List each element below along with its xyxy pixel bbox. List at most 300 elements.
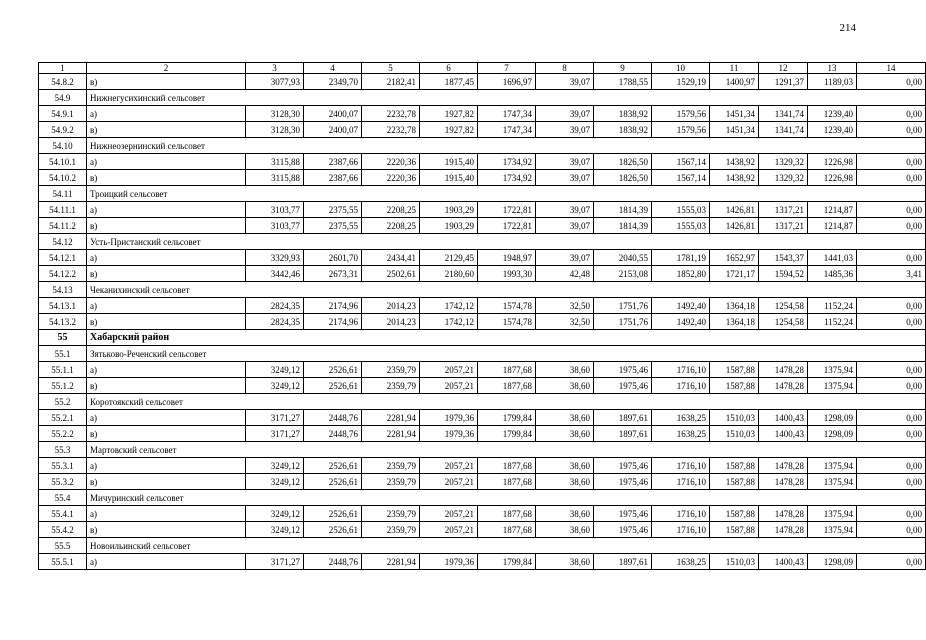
value-cell: 2040,55 <box>594 250 652 266</box>
column-number: 10 <box>652 63 710 74</box>
value-cell: 1814,39 <box>594 218 652 234</box>
value-cell: 2014,23 <box>362 298 420 314</box>
value-cell: 1721,17 <box>710 266 759 282</box>
value-cell: 1492,40 <box>652 298 710 314</box>
value-cell: 2526,61 <box>304 378 362 394</box>
value-cell: 2526,61 <box>304 458 362 474</box>
row-code: 54.10.2 <box>39 170 87 186</box>
value-cell: 1375,94 <box>808 362 857 378</box>
value-cell: 2359,79 <box>362 378 420 394</box>
value-cell: 1438,92 <box>710 170 759 186</box>
value-cell: 1838,92 <box>594 122 652 138</box>
value-cell: 1734,92 <box>478 154 536 170</box>
value-cell: 1652,97 <box>710 250 759 266</box>
value-cell: 3171,27 <box>246 554 304 570</box>
value-cell: 1375,94 <box>808 522 857 538</box>
value-cell: 2526,61 <box>304 362 362 378</box>
value-cell: 38,60 <box>536 410 594 426</box>
value-cell: 1587,88 <box>710 506 759 522</box>
table-row <box>39 458 926 474</box>
value-cell: 1927,82 <box>420 122 478 138</box>
value-cell: 1696,97 <box>478 74 536 90</box>
value-cell: 1510,03 <box>710 554 759 570</box>
value-cell: 38,60 <box>536 426 594 442</box>
value-cell: 2448,76 <box>304 554 362 570</box>
value-cell: 1722,81 <box>478 202 536 218</box>
value-cell: 1587,88 <box>710 378 759 394</box>
value-cell: 1877,68 <box>478 474 536 490</box>
value-cell: 1298,09 <box>808 554 857 570</box>
section-filler <box>246 538 926 554</box>
table-row <box>39 522 926 538</box>
value-cell: 1189,03 <box>808 74 857 90</box>
value-cell: 1587,88 <box>710 522 759 538</box>
value-cell: 1975,46 <box>594 522 652 538</box>
value-cell: 1897,61 <box>594 554 652 570</box>
row-code: 54.13.1 <box>39 298 87 314</box>
value-cell: 39,07 <box>536 170 594 186</box>
value-cell: 1510,03 <box>710 426 759 442</box>
value-cell: 1948,97 <box>478 250 536 266</box>
row-code: 54.12 <box>39 234 87 250</box>
value-cell: 1341,74 <box>759 106 808 122</box>
value-cell: 39,07 <box>536 106 594 122</box>
table-row <box>39 266 926 282</box>
section-title: Новоильинский сельсовет <box>87 538 246 554</box>
row-code: 54.9.1 <box>39 106 87 122</box>
value-cell: 3128,30 <box>246 122 304 138</box>
value-cell: 38,60 <box>536 522 594 538</box>
value-cell: 1747,34 <box>478 106 536 122</box>
value-cell: 0,00 <box>857 474 926 490</box>
section-title: Коротоякский сельсовет <box>87 394 246 410</box>
value-cell: 2434,41 <box>362 250 420 266</box>
section-filler <box>246 346 926 362</box>
section-title: Нижнеозернинский сельсовет <box>87 138 246 154</box>
value-cell: 3115,88 <box>246 154 304 170</box>
value-cell: 0,00 <box>857 218 926 234</box>
value-cell: 1716,10 <box>652 474 710 490</box>
page-number: 214 <box>839 22 856 34</box>
row-label: а) <box>87 410 246 426</box>
value-cell: 2129,45 <box>420 250 478 266</box>
value-cell: 0,00 <box>857 314 926 330</box>
value-cell: 0,00 <box>857 362 926 378</box>
value-cell: 1716,10 <box>652 506 710 522</box>
value-cell: 1638,25 <box>652 554 710 570</box>
value-cell: 1915,40 <box>420 154 478 170</box>
value-cell: 1722,81 <box>478 218 536 234</box>
section-filler <box>246 330 926 346</box>
section-filler <box>246 282 926 298</box>
section-row <box>39 90 926 106</box>
value-cell: 1826,50 <box>594 154 652 170</box>
table-row <box>39 554 926 570</box>
value-cell: 1298,09 <box>808 426 857 442</box>
value-cell: 3103,77 <box>246 218 304 234</box>
value-cell: 2057,21 <box>420 378 478 394</box>
value-cell: 2359,79 <box>362 474 420 490</box>
value-cell: 2174,96 <box>304 298 362 314</box>
table-row <box>39 298 926 314</box>
value-cell: 1426,81 <box>710 202 759 218</box>
column-number: 9 <box>594 63 652 74</box>
column-number: 2 <box>87 63 246 74</box>
value-cell: 3128,30 <box>246 106 304 122</box>
value-cell: 1979,36 <box>420 426 478 442</box>
value-cell: 1915,40 <box>420 170 478 186</box>
value-cell: 1742,12 <box>420 298 478 314</box>
value-cell: 1400,97 <box>710 74 759 90</box>
row-code: 55.3 <box>39 442 87 458</box>
value-cell: 39,07 <box>536 250 594 266</box>
value-cell: 1716,10 <box>652 362 710 378</box>
row-code: 55.2 <box>39 394 87 410</box>
value-cell: 3249,12 <box>246 378 304 394</box>
value-cell: 3,41 <box>857 266 926 282</box>
value-cell: 1877,68 <box>478 378 536 394</box>
value-cell: 2153,08 <box>594 266 652 282</box>
value-cell: 1852,80 <box>652 266 710 282</box>
section-filler <box>246 442 926 458</box>
value-cell: 1478,28 <box>759 474 808 490</box>
value-cell: 3103,77 <box>246 202 304 218</box>
value-cell: 1375,94 <box>808 378 857 394</box>
value-cell: 1214,87 <box>808 202 857 218</box>
column-number: 11 <box>710 63 759 74</box>
value-cell: 2824,35 <box>246 314 304 330</box>
table-row <box>39 122 926 138</box>
value-cell: 1979,36 <box>420 554 478 570</box>
section-row <box>39 538 926 554</box>
row-code: 54.11 <box>39 186 87 202</box>
value-cell: 2387,66 <box>304 170 362 186</box>
value-cell: 1579,56 <box>652 122 710 138</box>
row-code: 54.10.1 <box>39 154 87 170</box>
value-cell: 2281,94 <box>362 410 420 426</box>
row-code: 55.2.2 <box>39 426 87 442</box>
table-row <box>39 506 926 522</box>
table-row <box>39 250 926 266</box>
row-label: а) <box>87 298 246 314</box>
value-cell: 1441,03 <box>808 250 857 266</box>
value-cell: 1329,32 <box>759 170 808 186</box>
value-cell: 1747,34 <box>478 122 536 138</box>
value-cell: 1716,10 <box>652 522 710 538</box>
section-title: Зятьково-Реченский сельсовет <box>87 346 246 362</box>
column-number: 14 <box>857 63 926 74</box>
column-number: 1 <box>39 63 87 74</box>
value-cell: 1574,78 <box>478 314 536 330</box>
value-cell: 1814,39 <box>594 202 652 218</box>
value-cell: 2208,25 <box>362 202 420 218</box>
value-cell: 1152,24 <box>808 298 857 314</box>
row-label: в) <box>87 426 246 442</box>
value-cell: 3171,27 <box>246 410 304 426</box>
row-code: 54.11.2 <box>39 218 87 234</box>
value-cell: 1587,88 <box>710 362 759 378</box>
value-cell: 1877,68 <box>478 522 536 538</box>
row-label: в) <box>87 122 246 138</box>
table-row <box>39 362 926 378</box>
table-row <box>39 218 926 234</box>
value-cell: 1317,21 <box>759 202 808 218</box>
value-cell: 1594,52 <box>759 266 808 282</box>
value-cell: 1579,56 <box>652 106 710 122</box>
column-number: 12 <box>759 63 808 74</box>
value-cell: 1364,18 <box>710 298 759 314</box>
section-row <box>39 346 926 362</box>
table-row <box>39 426 926 442</box>
value-cell: 1478,28 <box>759 378 808 394</box>
value-cell: 3249,12 <box>246 506 304 522</box>
value-cell: 1751,76 <box>594 314 652 330</box>
value-cell: 1781,19 <box>652 250 710 266</box>
value-cell: 0,00 <box>857 378 926 394</box>
value-cell: 38,60 <box>536 474 594 490</box>
column-number-header <box>39 63 926 74</box>
column-number: 8 <box>536 63 594 74</box>
row-label: в) <box>87 266 246 282</box>
row-code: 54.8.2 <box>39 74 87 90</box>
row-code: 54.13 <box>39 282 87 298</box>
tariff-table <box>38 62 926 570</box>
value-cell: 2359,79 <box>362 458 420 474</box>
value-cell: 0,00 <box>857 506 926 522</box>
value-cell: 1478,28 <box>759 522 808 538</box>
table-row <box>39 202 926 218</box>
value-cell: 1838,92 <box>594 106 652 122</box>
value-cell: 1375,94 <box>808 474 857 490</box>
value-cell: 1799,84 <box>478 426 536 442</box>
value-cell: 0,00 <box>857 458 926 474</box>
row-label: в) <box>87 474 246 490</box>
value-cell: 1529,19 <box>652 74 710 90</box>
value-cell: 1903,29 <box>420 202 478 218</box>
value-cell: 1975,46 <box>594 506 652 522</box>
value-cell: 2526,61 <box>304 522 362 538</box>
value-cell: 2220,36 <box>362 170 420 186</box>
value-cell: 39,07 <box>536 202 594 218</box>
column-number: 4 <box>304 63 362 74</box>
row-code: 54.12.1 <box>39 250 87 266</box>
section-filler <box>246 186 926 202</box>
value-cell: 38,60 <box>536 458 594 474</box>
row-label: а) <box>87 506 246 522</box>
section-filler <box>246 490 926 506</box>
value-cell: 2182,41 <box>362 74 420 90</box>
value-cell: 2400,07 <box>304 106 362 122</box>
section-title: Мичуринский сельсовет <box>87 490 246 506</box>
value-cell: 38,60 <box>536 378 594 394</box>
value-cell: 1567,14 <box>652 154 710 170</box>
value-cell: 1555,03 <box>652 218 710 234</box>
value-cell: 2673,31 <box>304 266 362 282</box>
value-cell: 1451,34 <box>710 122 759 138</box>
value-cell: 1877,68 <box>478 458 536 474</box>
value-cell: 1152,24 <box>808 314 857 330</box>
value-cell: 39,07 <box>536 154 594 170</box>
value-cell: 32,50 <box>536 314 594 330</box>
value-cell: 1451,34 <box>710 106 759 122</box>
value-cell: 0,00 <box>857 202 926 218</box>
value-cell: 2057,21 <box>420 522 478 538</box>
value-cell: 1400,43 <box>759 410 808 426</box>
value-cell: 2208,25 <box>362 218 420 234</box>
section-title: Хабарский район <box>87 330 246 346</box>
section-row <box>39 282 926 298</box>
section-row <box>39 138 926 154</box>
row-code: 54.9.2 <box>39 122 87 138</box>
value-cell: 38,60 <box>536 506 594 522</box>
value-cell: 1438,92 <box>710 154 759 170</box>
value-cell: 2601,70 <box>304 250 362 266</box>
value-cell: 2375,55 <box>304 202 362 218</box>
value-cell: 1375,94 <box>808 506 857 522</box>
row-code: 55.1 <box>39 346 87 362</box>
value-cell: 1975,46 <box>594 378 652 394</box>
value-cell: 1485,36 <box>808 266 857 282</box>
value-cell: 2232,78 <box>362 106 420 122</box>
row-code: 54.12.2 <box>39 266 87 282</box>
row-label: в) <box>87 218 246 234</box>
value-cell: 3249,12 <box>246 362 304 378</box>
value-cell: 2448,76 <box>304 410 362 426</box>
table-row <box>39 378 926 394</box>
value-cell: 1903,29 <box>420 218 478 234</box>
section-filler <box>246 394 926 410</box>
column-number: 3 <box>246 63 304 74</box>
row-label: в) <box>87 522 246 538</box>
value-cell: 2057,21 <box>420 474 478 490</box>
row-code: 55.5.1 <box>39 554 87 570</box>
section-filler <box>246 234 926 250</box>
value-cell: 1975,46 <box>594 362 652 378</box>
value-cell: 1751,76 <box>594 298 652 314</box>
section-filler <box>246 138 926 154</box>
row-label: в) <box>87 74 246 90</box>
value-cell: 2526,61 <box>304 474 362 490</box>
row-label: а) <box>87 250 246 266</box>
value-cell: 0,00 <box>857 298 926 314</box>
row-label: а) <box>87 458 246 474</box>
value-cell: 1214,87 <box>808 218 857 234</box>
row-label: в) <box>87 378 246 394</box>
value-cell: 1897,61 <box>594 426 652 442</box>
value-cell: 1734,92 <box>478 170 536 186</box>
value-cell: 39,07 <box>536 218 594 234</box>
value-cell: 3077,93 <box>246 74 304 90</box>
value-cell: 3329,93 <box>246 250 304 266</box>
value-cell: 0,00 <box>857 74 926 90</box>
section-row <box>39 330 926 346</box>
section-title: Мартовский сельсовет <box>87 442 246 458</box>
value-cell: 1587,88 <box>710 458 759 474</box>
row-code: 55.1.1 <box>39 362 87 378</box>
value-cell: 2400,07 <box>304 122 362 138</box>
value-cell: 3115,88 <box>246 170 304 186</box>
value-cell: 32,50 <box>536 298 594 314</box>
section-row <box>39 442 926 458</box>
row-code: 55.1.2 <box>39 378 87 394</box>
value-cell: 1543,37 <box>759 250 808 266</box>
section-row <box>39 490 926 506</box>
value-cell: 1716,10 <box>652 458 710 474</box>
value-cell: 1638,25 <box>652 410 710 426</box>
row-code: 55 <box>39 330 87 346</box>
section-row <box>39 186 926 202</box>
value-cell: 0,00 <box>857 250 926 266</box>
value-cell: 1555,03 <box>652 202 710 218</box>
section-title: Троицкий сельсовет <box>87 186 246 202</box>
value-cell: 2375,55 <box>304 218 362 234</box>
value-cell: 3249,12 <box>246 474 304 490</box>
value-cell: 1426,81 <box>710 218 759 234</box>
table-row <box>39 474 926 490</box>
value-cell: 1364,18 <box>710 314 759 330</box>
row-code: 55.3.1 <box>39 458 87 474</box>
value-cell: 1400,43 <box>759 426 808 442</box>
value-cell: 1329,32 <box>759 154 808 170</box>
value-cell: 1478,28 <box>759 458 808 474</box>
value-cell: 2057,21 <box>420 506 478 522</box>
value-cell: 3171,27 <box>246 426 304 442</box>
value-cell: 1877,45 <box>420 74 478 90</box>
value-cell: 1400,43 <box>759 554 808 570</box>
row-code: 55.4 <box>39 490 87 506</box>
value-cell: 1975,46 <box>594 474 652 490</box>
row-code: 54.13.2 <box>39 314 87 330</box>
value-cell: 1567,14 <box>652 170 710 186</box>
table-row <box>39 314 926 330</box>
value-cell: 1341,74 <box>759 122 808 138</box>
row-code: 54.10 <box>39 138 87 154</box>
value-cell: 0,00 <box>857 554 926 570</box>
value-cell: 1239,40 <box>808 122 857 138</box>
table-row <box>39 106 926 122</box>
row-label: а) <box>87 554 246 570</box>
column-number: 5 <box>362 63 420 74</box>
row-label: а) <box>87 106 246 122</box>
row-code: 55.3.2 <box>39 474 87 490</box>
value-cell: 0,00 <box>857 154 926 170</box>
value-cell: 2174,96 <box>304 314 362 330</box>
table-row <box>39 154 926 170</box>
value-cell: 2281,94 <box>362 426 420 442</box>
value-cell: 1226,98 <box>808 154 857 170</box>
value-cell: 2014,23 <box>362 314 420 330</box>
value-cell: 1375,94 <box>808 458 857 474</box>
value-cell: 2502,61 <box>362 266 420 282</box>
row-label: а) <box>87 362 246 378</box>
value-cell: 1317,21 <box>759 218 808 234</box>
value-cell: 2448,76 <box>304 426 362 442</box>
section-title: Нижнегусихинский сельсовет <box>87 90 246 106</box>
value-cell: 3442,46 <box>246 266 304 282</box>
value-cell: 39,07 <box>536 74 594 90</box>
value-cell: 1799,84 <box>478 410 536 426</box>
value-cell: 2057,21 <box>420 362 478 378</box>
value-cell: 1799,84 <box>478 554 536 570</box>
column-number: 6 <box>420 63 478 74</box>
value-cell: 1638,25 <box>652 426 710 442</box>
value-cell: 38,60 <box>536 554 594 570</box>
value-cell: 1291,37 <box>759 74 808 90</box>
row-code: 54.9 <box>39 90 87 106</box>
section-row <box>39 234 926 250</box>
value-cell: 1298,09 <box>808 410 857 426</box>
row-code: 55.5 <box>39 538 87 554</box>
